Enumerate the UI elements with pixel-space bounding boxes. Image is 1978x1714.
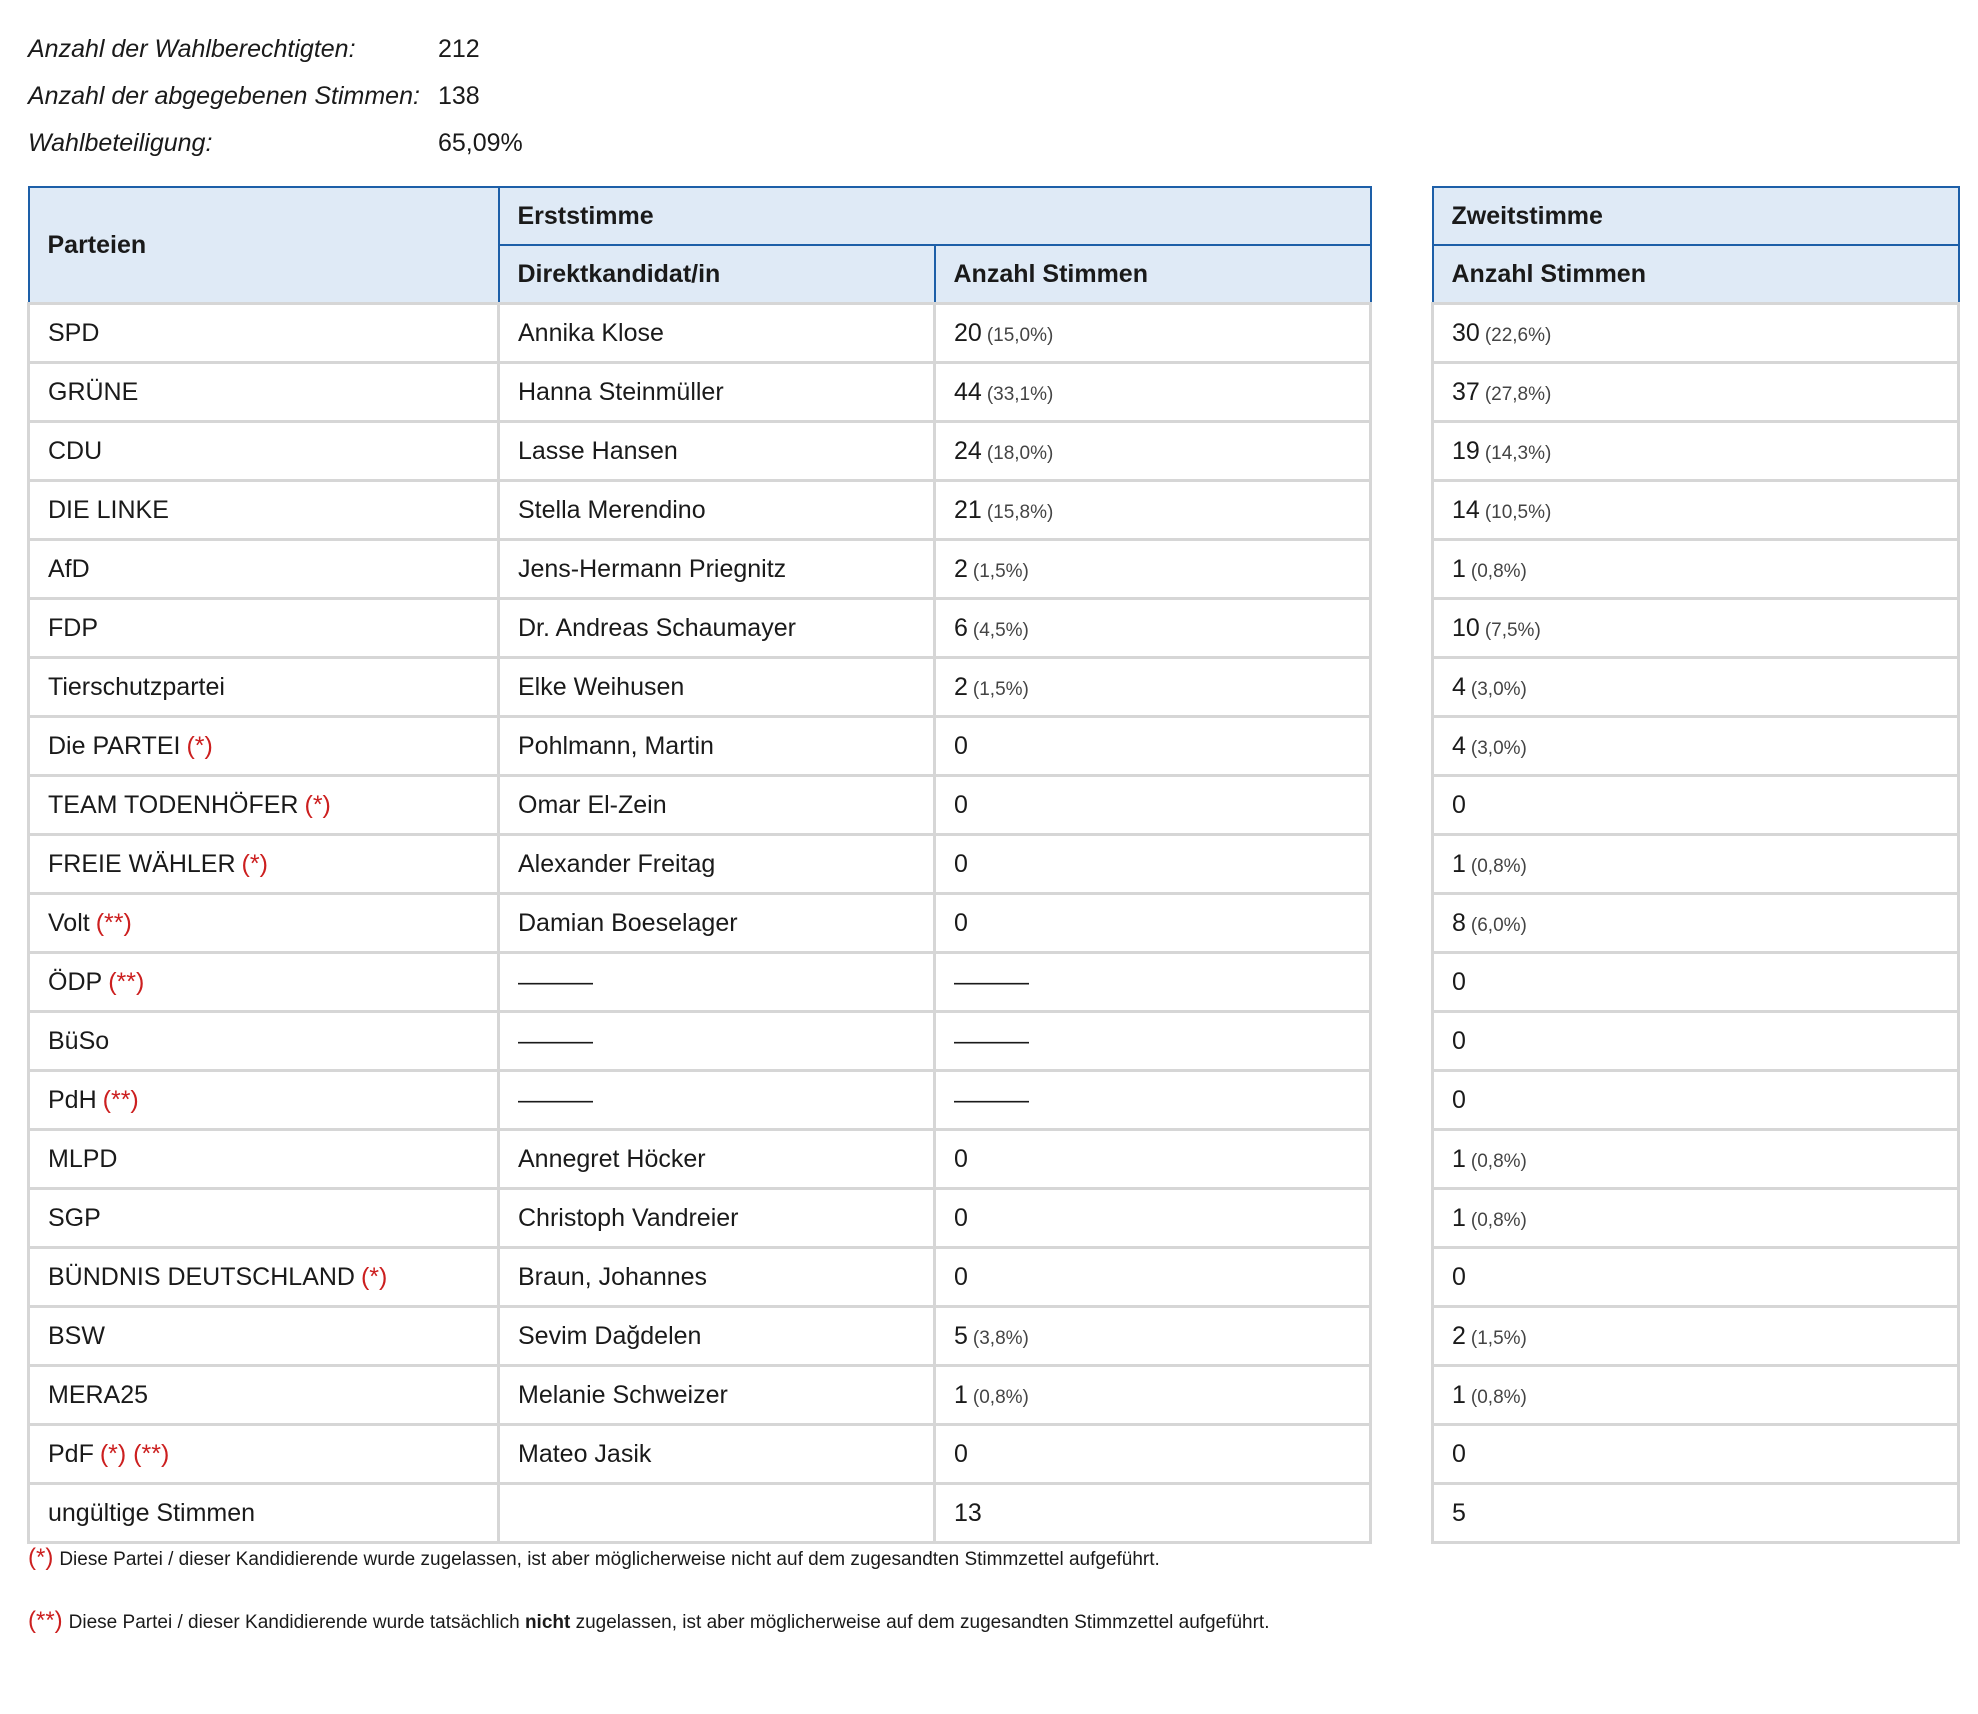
table-row	[29, 894, 1371, 953]
footnote-marker: (*)	[28, 1544, 54, 1571]
summary-value: 212	[438, 35, 480, 63]
second-votes-cell	[1433, 1484, 1959, 1543]
first-votes-cell	[935, 540, 1371, 599]
footnote-marker: (**)	[95, 908, 132, 937]
footnote-2	[28, 1607, 1269, 1635]
footnote-marker: (*)	[186, 731, 213, 760]
table-row	[29, 1248, 1371, 1307]
first-votes-cell	[935, 1189, 1371, 1248]
candidate-cell	[499, 1425, 935, 1484]
candidate-cell	[499, 363, 935, 422]
party-cell-text: CDU	[48, 436, 103, 465]
percentage: (7,5%)	[1484, 619, 1541, 641]
table-row	[1433, 1484, 1959, 1543]
party-cell	[29, 1071, 499, 1130]
first-votes-cell-text: 0	[954, 849, 968, 878]
second-votes-cell	[1433, 1071, 1959, 1130]
table-row	[29, 1425, 1371, 1484]
party-cell	[29, 835, 499, 894]
header-parteien: Parteien	[29, 187, 499, 304]
second-votes-cell-text: 19	[1452, 436, 1480, 465]
table-row	[1433, 540, 1959, 599]
candidate-cell-text: Annegret Höcker	[518, 1144, 706, 1173]
header-direktkandidat: Direktkandidat/in	[499, 245, 935, 304]
party-cell-text: PdF	[48, 1439, 94, 1468]
candidate-cell	[499, 304, 935, 363]
first-votes-cell	[935, 422, 1371, 481]
party-cell	[29, 658, 499, 717]
percentage: (0,8%)	[1470, 1150, 1527, 1172]
second-votes-cell-text: 1	[1452, 1144, 1466, 1173]
second-votes-cell-text: 0	[1452, 790, 1466, 819]
second-votes-cell	[1433, 599, 1959, 658]
candidate-cell-text: ———	[518, 1026, 593, 1055]
summary-table	[28, 26, 523, 167]
first-votes-cell	[935, 1071, 1371, 1130]
candidate-cell	[499, 658, 935, 717]
percentage: (0,8%)	[1470, 855, 1527, 877]
party-cell	[29, 1484, 499, 1543]
percentage: (4,5%)	[972, 619, 1029, 641]
candidate-cell-text: Damian Boeselager	[518, 908, 738, 937]
footnote-marker: (**)	[28, 1607, 63, 1634]
first-votes-cell	[935, 304, 1371, 363]
party-cell-text: FREIE WÄHLER	[48, 849, 236, 878]
first-votes-cell-text: 0	[954, 908, 968, 937]
footnote-1	[28, 1544, 1160, 1572]
party-cell-text: SPD	[48, 318, 100, 347]
table-row	[29, 953, 1371, 1012]
erststimme-table	[27, 186, 1372, 1544]
candidate-cell-text: Elke Weihusen	[518, 672, 685, 701]
first-votes-cell	[935, 481, 1371, 540]
first-votes-cell	[935, 953, 1371, 1012]
percentage: (0,8%)	[1470, 1386, 1527, 1408]
table-row	[1433, 894, 1959, 953]
candidate-cell	[499, 776, 935, 835]
table-row	[29, 658, 1371, 717]
first-votes-cell-text: 2	[954, 554, 968, 583]
percentage: (27,8%)	[1484, 383, 1552, 405]
candidate-cell-text: Pohlmann, Martin	[518, 731, 714, 760]
footnote-marker: (**)	[108, 967, 145, 996]
second-votes-cell-text: 0	[1452, 1262, 1466, 1291]
party-cell-text: ÖDP	[48, 967, 103, 996]
second-votes-cell-text: 37	[1452, 377, 1480, 406]
footnote-marker: (*)	[241, 849, 268, 878]
first-votes-cell-text: 5	[954, 1321, 968, 1350]
footnote-text: Diese Partei / dieser Kandidierende wurde tatsächlich	[68, 1612, 525, 1633]
candidate-cell-text: Melanie Schweizer	[518, 1380, 728, 1409]
candidate-cell-text: Jens-Hermann Priegnitz	[518, 554, 787, 583]
first-votes-cell	[935, 658, 1371, 717]
second-votes-cell-text: 2	[1452, 1321, 1466, 1350]
header-anzahl-stimmen-2: Anzahl Stimmen	[1433, 245, 1959, 304]
party-cell	[29, 1248, 499, 1307]
percentage: (1,5%)	[1470, 1327, 1527, 1349]
second-votes-cell-text: 0	[1452, 967, 1466, 996]
first-votes-cell-text: 24	[954, 436, 982, 465]
first-votes-cell-text: 0	[954, 1203, 968, 1232]
second-votes-cell	[1433, 658, 1959, 717]
table-row	[1433, 422, 1959, 481]
second-votes-cell	[1433, 540, 1959, 599]
percentage: (1,5%)	[972, 560, 1029, 582]
percentage: (0,8%)	[972, 1386, 1029, 1408]
footnote-marker: (*) (**)	[99, 1439, 170, 1468]
second-votes-cell	[1433, 1189, 1959, 1248]
candidate-cell-text: Christoph Vandreier	[518, 1203, 739, 1232]
party-cell-text: Tierschutzpartei	[48, 672, 225, 701]
candidate-cell	[499, 481, 935, 540]
second-votes-cell	[1433, 776, 1959, 835]
party-cell-text: BSW	[48, 1321, 105, 1350]
footnote-marker: (**)	[102, 1085, 139, 1114]
first-votes-cell	[935, 776, 1371, 835]
second-votes-cell-text: 8	[1452, 908, 1466, 937]
summary-label: Wahlbeteiligung:	[28, 129, 213, 157]
second-votes-cell	[1433, 363, 1959, 422]
table-row	[29, 1071, 1371, 1130]
footnote-text: Diese Partei / dieser Kandidierende wurde zugelassen, ist aber möglicherweise nicht auf dem zugesandten Stimmzettel aufgeführt.	[59, 1549, 1160, 1570]
percentage: (33,1%)	[986, 383, 1054, 405]
table-row	[29, 540, 1371, 599]
first-votes-cell	[935, 599, 1371, 658]
candidate-cell	[499, 599, 935, 658]
table-row	[1433, 1071, 1959, 1130]
table-row	[29, 1130, 1371, 1189]
candidate-cell	[499, 717, 935, 776]
footnote-marker: (*)	[360, 1262, 388, 1291]
percentage: (15,8%)	[986, 501, 1054, 523]
candidate-cell	[499, 1248, 935, 1307]
party-cell-text: TEAM TODENHÖFER	[48, 790, 299, 819]
second-votes-cell-text: 1	[1452, 1203, 1466, 1232]
candidate-cell	[499, 835, 935, 894]
candidate-cell-text: Omar El-Zein	[518, 790, 667, 819]
party-cell	[29, 304, 499, 363]
header-anzahl-stimmen: Anzahl Stimmen	[935, 245, 1371, 304]
summary-row-cast	[28, 73, 523, 120]
candidate-cell-text: Sevim Dağdelen	[518, 1321, 702, 1350]
table-row	[1433, 1012, 1959, 1071]
table-row	[29, 776, 1371, 835]
second-votes-cell	[1433, 953, 1959, 1012]
percentage: (22,6%)	[1484, 324, 1552, 346]
first-votes-cell-text: ———	[954, 1026, 1029, 1055]
first-votes-cell-text: 21	[954, 495, 982, 524]
second-votes-cell	[1433, 894, 1959, 953]
first-votes-cell	[935, 717, 1371, 776]
table-row	[29, 481, 1371, 540]
first-votes-cell	[935, 1484, 1371, 1543]
table-row	[1433, 363, 1959, 422]
zweitstimme-table	[1431, 186, 1960, 1544]
second-votes-cell	[1433, 1307, 1959, 1366]
second-votes-cell-text: 1	[1452, 849, 1466, 878]
first-votes-cell-text: 0	[954, 1262, 968, 1291]
party-cell	[29, 717, 499, 776]
candidate-cell	[499, 1366, 935, 1425]
first-votes-cell	[935, 1366, 1371, 1425]
second-votes-cell	[1433, 481, 1959, 540]
first-votes-cell-text: 0	[954, 1439, 968, 1468]
table-row	[1433, 599, 1959, 658]
party-cell-text: PdH	[48, 1085, 97, 1114]
table-row	[1433, 1130, 1959, 1189]
table-row	[29, 1307, 1371, 1366]
table-row	[29, 363, 1371, 422]
table-row	[29, 1484, 1371, 1543]
party-cell	[29, 540, 499, 599]
second-votes-cell	[1433, 1425, 1959, 1484]
party-cell	[29, 776, 499, 835]
second-votes-cell-text: 5	[1452, 1498, 1466, 1527]
table-row	[1433, 1307, 1959, 1366]
party-cell	[29, 894, 499, 953]
candidate-cell	[499, 953, 935, 1012]
percentage: (18,0%)	[986, 442, 1054, 464]
summary-value: 65,09%	[438, 129, 523, 157]
party-cell	[29, 1189, 499, 1248]
summary-value: 138	[438, 82, 480, 110]
party-cell	[29, 1307, 499, 1366]
first-votes-cell	[935, 1012, 1371, 1071]
party-cell-text: GRÜNE	[48, 377, 139, 406]
second-votes-cell	[1433, 1130, 1959, 1189]
percentage: (1,5%)	[972, 678, 1029, 700]
second-votes-cell-text: 0	[1452, 1439, 1466, 1468]
table-row	[1433, 1366, 1959, 1425]
table-row	[29, 599, 1371, 658]
party-cell	[29, 422, 499, 481]
first-votes-cell-text: 2	[954, 672, 968, 701]
table-row	[29, 304, 1371, 363]
summary-row-turnout	[28, 120, 523, 167]
first-votes-cell-text: 20	[954, 318, 982, 347]
table-row	[29, 1366, 1371, 1425]
table-row	[1433, 717, 1959, 776]
second-votes-cell-text: 1	[1452, 554, 1466, 583]
candidate-cell	[499, 1012, 935, 1071]
party-cell	[29, 953, 499, 1012]
candidate-cell-text: Dr. Andreas Schaumayer	[518, 613, 796, 642]
party-cell	[29, 481, 499, 540]
second-votes-cell	[1433, 717, 1959, 776]
table-row	[29, 1189, 1371, 1248]
candidate-cell-text: Stella Merendino	[518, 495, 706, 524]
table-row	[1433, 1425, 1959, 1484]
candidate-cell	[499, 894, 935, 953]
candidate-cell-text: Mateo Jasik	[518, 1439, 652, 1468]
party-cell-text: ungültige Stimmen	[48, 1498, 256, 1527]
first-votes-cell	[935, 835, 1371, 894]
first-votes-cell	[935, 1130, 1371, 1189]
table-row	[29, 1012, 1371, 1071]
first-votes-cell-text: 13	[954, 1498, 982, 1527]
first-votes-cell-text: 0	[954, 790, 968, 819]
party-cell	[29, 1012, 499, 1071]
party-cell-text: MERA25	[48, 1380, 149, 1409]
party-cell	[29, 1425, 499, 1484]
table-row	[29, 717, 1371, 776]
second-votes-cell	[1433, 1248, 1959, 1307]
percentage: (3,8%)	[972, 1327, 1029, 1349]
candidate-cell	[499, 1484, 935, 1543]
first-votes-cell-text: 44	[954, 377, 982, 406]
party-cell-text: Die PARTEI	[48, 731, 181, 760]
candidate-cell-text: Hanna Steinmüller	[518, 377, 724, 406]
percentage: (0,8%)	[1470, 1209, 1527, 1231]
table-row	[1433, 1189, 1959, 1248]
candidate-cell-text: ———	[518, 1085, 593, 1114]
second-votes-cell	[1433, 835, 1959, 894]
table-row	[1433, 835, 1959, 894]
second-votes-cell	[1433, 1366, 1959, 1425]
first-votes-cell-text: 0	[954, 731, 968, 760]
party-cell	[29, 599, 499, 658]
second-votes-cell	[1433, 422, 1959, 481]
first-votes-cell	[935, 363, 1371, 422]
party-cell-text: Volt	[48, 908, 90, 937]
party-cell-text: MLPD	[48, 1144, 118, 1173]
first-votes-cell-text: ———	[954, 1085, 1029, 1114]
percentage: (3,0%)	[1470, 678, 1527, 700]
party-cell-text: DIE LINKE	[48, 495, 169, 524]
summary-label: Anzahl der abgegebenen Stimmen:	[28, 82, 420, 110]
percentage: (6,0%)	[1470, 914, 1527, 936]
candidate-cell-text: Annika Klose	[518, 318, 664, 347]
table-row	[29, 422, 1371, 481]
percentage: (15,0%)	[986, 324, 1054, 346]
party-cell-text: AfD	[48, 554, 90, 583]
header-erststimme: Erststimme	[499, 187, 1371, 245]
table-row	[1433, 1248, 1959, 1307]
second-votes-cell	[1433, 304, 1959, 363]
first-votes-cell	[935, 1425, 1371, 1484]
first-votes-cell-text: 0	[954, 1144, 968, 1173]
candidate-cell	[499, 540, 935, 599]
candidate-cell	[499, 1307, 935, 1366]
percentage: (10,5%)	[1484, 501, 1552, 523]
percentage: (14,3%)	[1484, 442, 1552, 464]
table-row	[1433, 658, 1959, 717]
party-cell-text: FDP	[48, 613, 98, 642]
candidate-cell	[499, 1071, 935, 1130]
candidate-cell-text: Alexander Freitag	[518, 849, 716, 878]
party-cell-text: BÜNDNIS DEUTSCHLAND	[48, 1262, 355, 1291]
party-cell-text: SGP	[48, 1203, 101, 1232]
header-zweitstimme: Zweitstimme	[1433, 187, 1959, 245]
first-votes-cell	[935, 1307, 1371, 1366]
footnote-marker: (*)	[304, 790, 331, 819]
summary-row-eligible	[28, 26, 523, 73]
party-cell	[29, 1366, 499, 1425]
table-row	[1433, 776, 1959, 835]
second-votes-cell-text: 14	[1452, 495, 1480, 524]
party-cell-text: BüSo	[48, 1026, 110, 1055]
party-cell	[29, 363, 499, 422]
first-votes-cell	[935, 1248, 1371, 1307]
candidate-cell-text: Braun, Johannes	[518, 1262, 708, 1291]
candidate-cell	[499, 1189, 935, 1248]
second-votes-cell-text: 4	[1452, 731, 1466, 760]
table-row	[1433, 481, 1959, 540]
table-row	[1433, 304, 1959, 363]
second-votes-cell	[1433, 1012, 1959, 1071]
first-votes-cell-text: ———	[954, 967, 1029, 996]
first-votes-cell-text: 6	[954, 613, 968, 642]
second-votes-cell-text: 10	[1452, 613, 1480, 642]
second-votes-cell-text: 0	[1452, 1085, 1466, 1114]
percentage: (3,0%)	[1470, 737, 1527, 759]
first-votes-cell-text: 1	[954, 1380, 968, 1409]
candidate-cell	[499, 422, 935, 481]
second-votes-cell-text: 1	[1452, 1380, 1466, 1409]
table-row	[29, 835, 1371, 894]
footnote-text: zugelassen, ist aber möglicherweise auf dem zugesandten Stimmzettel aufgeführt.	[570, 1612, 1270, 1633]
candidate-cell	[499, 1130, 935, 1189]
percentage: (0,8%)	[1470, 560, 1527, 582]
first-votes-cell	[935, 894, 1371, 953]
second-votes-cell-text: 4	[1452, 672, 1466, 701]
summary-label: Anzahl der Wahlberechtigten:	[28, 35, 356, 63]
second-votes-cell-text: 30	[1452, 318, 1480, 347]
second-votes-cell-text: 0	[1452, 1026, 1466, 1055]
party-cell	[29, 1130, 499, 1189]
table-row	[1433, 953, 1959, 1012]
candidate-cell-text: ———	[518, 967, 593, 996]
candidate-cell-text: Lasse Hansen	[518, 436, 678, 465]
footnote-emphasis: nicht	[524, 1612, 571, 1633]
